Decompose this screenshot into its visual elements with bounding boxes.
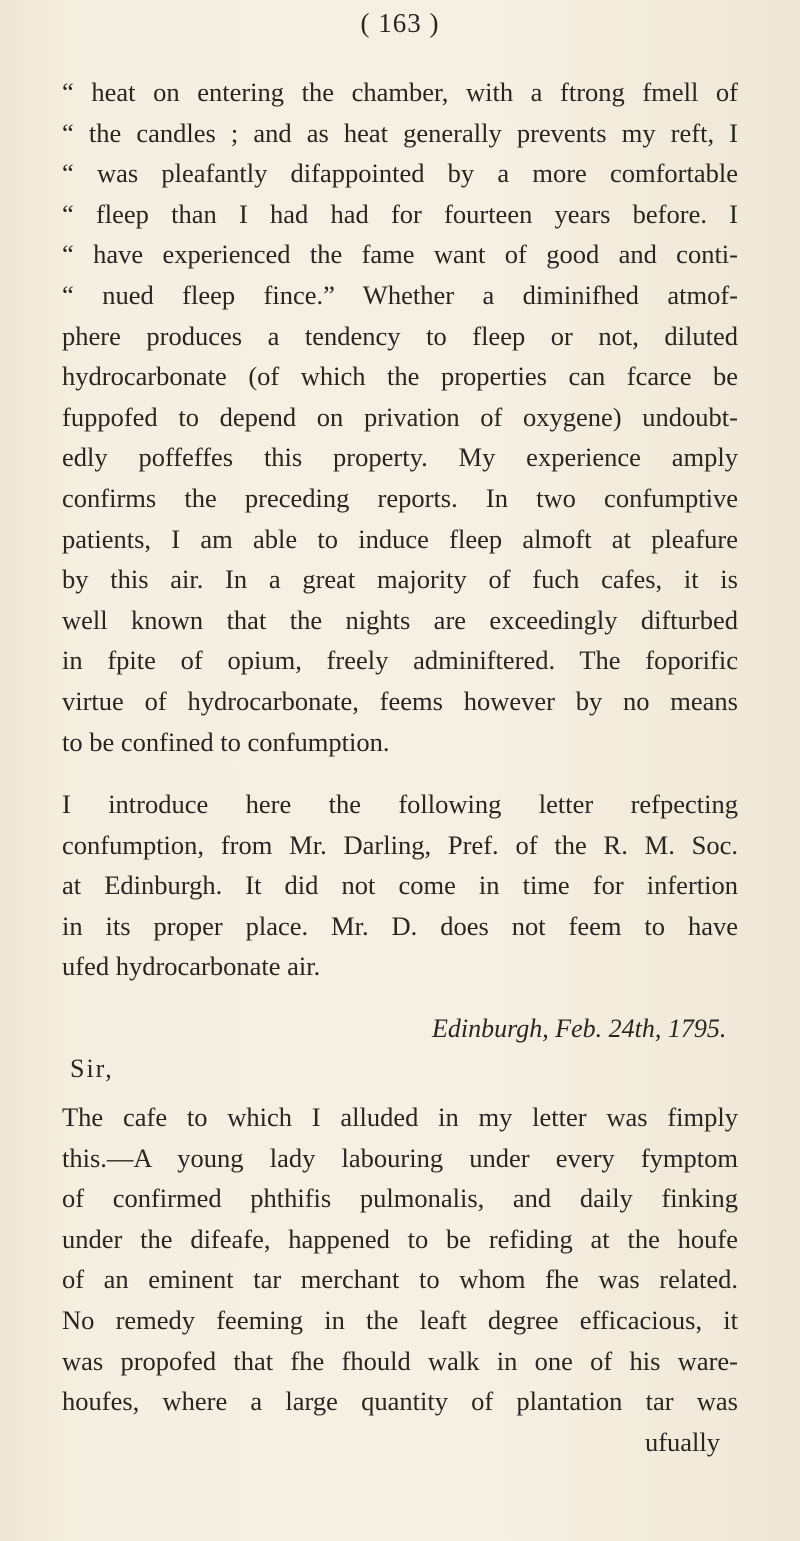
text-line: confumption, from Mr. Darling, Pref. of the R. M. Soc.: [62, 829, 738, 860]
text-line: this.—A young lady labouring under every fymptom: [62, 1142, 738, 1173]
text-line: hydrocarbonate (of which the properties can fcarce be: [62, 361, 738, 392]
text-line: edly poffeffes this property. My experience amply: [62, 442, 738, 473]
text-line: in fpite of opium, freely adminiftered. The foporific: [62, 645, 738, 676]
paragraph-2: [62, 784, 738, 987]
text-line: “ have experienced the fame want of good and conti-: [62, 239, 738, 270]
catchword: ufually: [644, 1426, 720, 1457]
text-line: virtue of hydrocarbonate, feems however by no means: [62, 685, 738, 716]
text-line: The cafe to which I alluded in my letter was fimply: [62, 1102, 738, 1133]
paragraph-gap: [62, 987, 738, 1009]
text-line: patients, I am able to induce fleep almoft at pleafure: [62, 523, 738, 554]
page-body: [62, 72, 738, 1462]
text-line: in its proper place. Mr. D. does not feem to have: [62, 910, 738, 941]
text-line: “ heat on entering the chamber, with a ftrong fmell of: [62, 77, 738, 107]
text-line: houfes, where a large quantity of plantation tar was: [62, 1386, 738, 1417]
text-line: by this air. In a great majority of fuch cafes, it is: [62, 564, 738, 595]
text-line: to be confined to confumption.: [62, 726, 390, 757]
text-line: was propofed that fhe fhould walk in one of his ware-: [62, 1345, 738, 1376]
letter-salutation: Sir,: [70, 1054, 114, 1084]
text-line: No remedy feeming in the leaft degree efficacious, it: [62, 1305, 738, 1336]
text-line: of an eminent tar merchant to whom fhe was related.: [62, 1264, 738, 1295]
letter-dateline: Edinburgh, Feb. 24th, 1795.: [432, 1014, 727, 1044]
text-line: at Edinburgh. It did not come in time for infertion: [62, 870, 738, 901]
text-line: phere produces a tendency to fleep or not, diluted: [62, 320, 738, 351]
text-line: well known that the nights are exceedingly difturbed: [62, 604, 738, 635]
text-line: “ was pleafantly difappointed by a more comfortable: [62, 158, 738, 189]
text-line: ufed hydrocarbonate air.: [62, 951, 321, 982]
paragraph-3: [62, 1097, 738, 1422]
paragraph-gap: [62, 762, 738, 784]
text-line: “ fleep than I had had for fourteen years before. I: [62, 198, 738, 229]
text-line: “ nued fleep fince.” Whether a diminifhed atmof-: [62, 279, 738, 310]
text-line: of confirmed phthifis pulmonalis, and daily finking: [62, 1183, 738, 1214]
text-line: I introduce here the following letter refpecting: [62, 789, 738, 820]
text-line: under the difeafe, happened to be refiding at the houfe: [62, 1223, 738, 1254]
text-line: “ the candles ; and as heat generally prevents my reft, I: [62, 117, 738, 148]
paragraph-1: [62, 72, 738, 762]
text-line: confirms the preceding reports. In two confumptive: [62, 482, 738, 513]
text-line: fuppofed to depend on privation of oxygene) undoubt-: [62, 401, 738, 432]
page-number: ( 163 ): [360, 8, 440, 38]
